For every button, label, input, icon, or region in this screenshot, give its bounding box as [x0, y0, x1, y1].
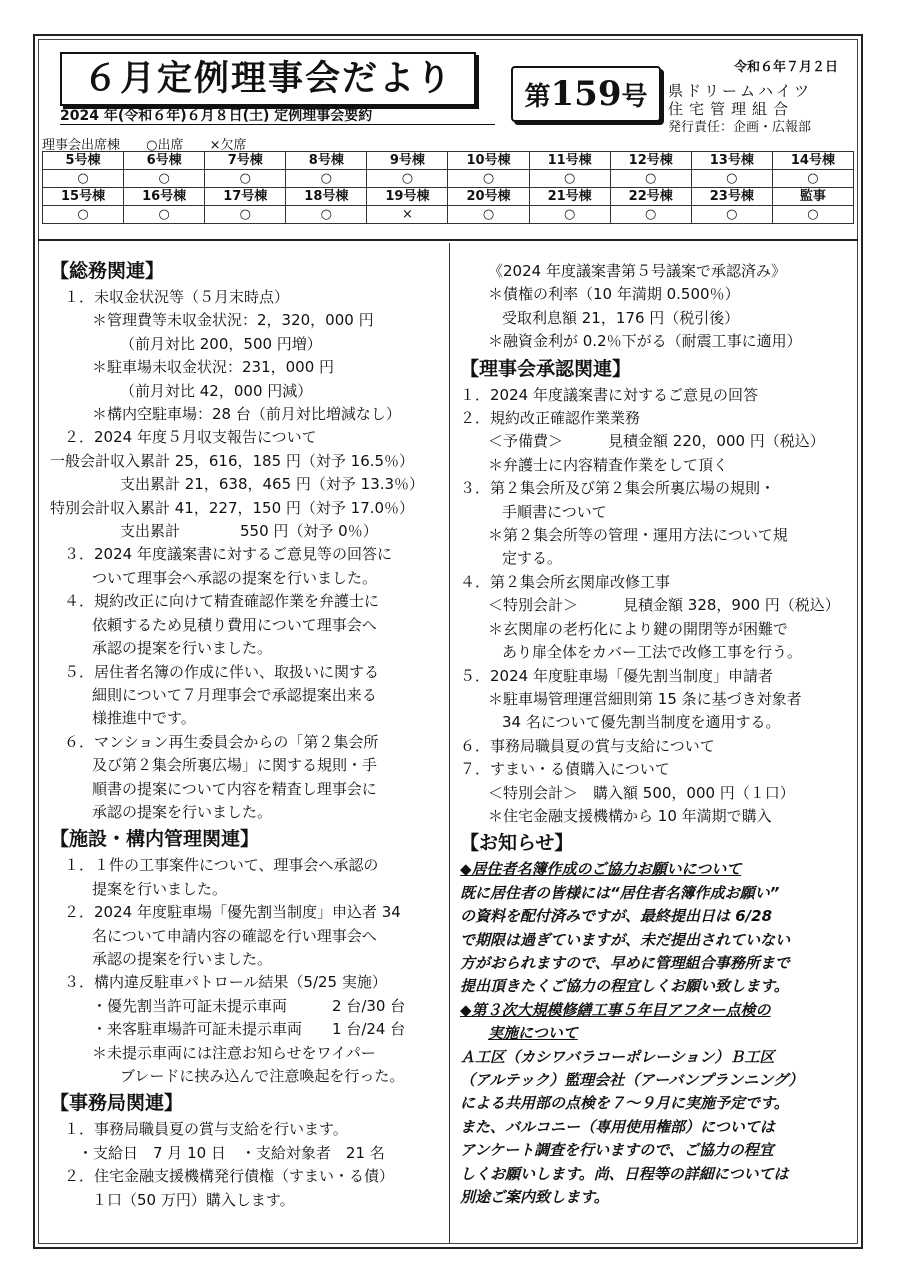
right-text-line: あり扉全体をカバー工法で改修工事を行う。 [502, 643, 803, 662]
attendance-mark: ○ [691, 170, 772, 188]
attendance-mark: ○ [691, 206, 772, 224]
left-text-line: ＊構内空駐車場：28 台（前月対比増減なし） [92, 405, 401, 424]
right-text-line: １．2024 年度議案書に対するご意見の回答 [460, 385, 758, 404]
left-text-line: ついて理事会へ承認の提案を行いました。 [92, 568, 378, 587]
left-text-line: ブレードに挟み込んで注意喚起を行った。 [120, 1067, 405, 1085]
right-text-line: ＊第２集会所等の管理・運用方法について規 [488, 526, 788, 545]
building-label: 16号棟 [124, 188, 205, 206]
left-text-line: 依頼するため見積り費用について理事会へ [92, 615, 377, 634]
building-label: 11号棟 [529, 152, 610, 170]
right-text-line: ＊駐車場管理運営細則第 15 条に基づき対象者 [488, 689, 802, 708]
left-text-line: ・優先割当許可証未提示車両 2 台/30 台 [92, 996, 406, 1015]
attendance-mark: ○ [286, 170, 367, 188]
right-text-line: 方がおられますので、早めに管理組合事務所まで [460, 953, 790, 972]
right-text-line: 手順書について [502, 502, 607, 521]
left-text-line: ６．マンション再生委員会からの「第２集会所 [64, 732, 379, 751]
publish-date: 令和６年７月２日 [733, 60, 838, 75]
right-text-line: ◆居住者名簿作成のご協力お願いについて [460, 860, 742, 879]
right-text-line: ６．事務局職員夏の賞与支給について [460, 736, 715, 755]
attendance-mark: ○ [205, 170, 286, 188]
left-text-line: ＊駐車場未収金状況：231，000 円 [92, 358, 335, 377]
right-text-line: 《2024 年度議案書第５号議案で承認済み》 [488, 262, 786, 280]
title-box [60, 52, 476, 106]
left-text-line: 順書の提案について内容を精査し理事会に [92, 779, 377, 798]
right-text-line: （アルテック）監理会社（アーバンプランニング） [460, 1071, 804, 1089]
building-label: 10号棟 [448, 152, 529, 170]
right-text-line: 実施について [488, 1024, 578, 1043]
left-text-line: ＊管理費等未収金状況：2，320，000 円 [92, 311, 374, 330]
attendance-mark: ○ [43, 170, 124, 188]
left-text-line: 承認の提案を行いました。 [92, 802, 273, 821]
building-label: 20号棟 [448, 188, 529, 206]
section-divider [38, 239, 858, 241]
right-text-line: 34 名について優先割当制度を適用する。 [502, 713, 781, 732]
right-text-line: また、バルコニー（専用使用権部）については [460, 1117, 775, 1136]
org-union: 住宅管理組合 [668, 100, 795, 118]
left-text-line: 名について申請内容の確認を行い理事会へ [92, 926, 377, 945]
right-text-line: 既に居住者の皆様には“居住者名簿作成お願い” [460, 883, 780, 902]
attendance-mark: ○ [610, 170, 691, 188]
building-label: 23号棟 [691, 188, 772, 206]
left-text-line: １．未収金状況等（５月末時点） [64, 288, 290, 306]
attendance-mark: ○ [124, 170, 205, 188]
left-text-line: ２．住宅金融支援機構発行債権（すまい・る債） [64, 1167, 395, 1186]
publisher: 発行責任：企画・広報部 [668, 120, 812, 135]
right-text-line: 別途ご案内致します。 [460, 1188, 609, 1207]
legend-present: ○出席 [146, 138, 184, 153]
right-text-line: ５．2024 年度駐車場「優先割当制度」申請者 [460, 666, 773, 685]
left-text-line: ５．居住者名簿の作成に伴い、取扱いに関する [64, 662, 380, 681]
left-text-line: ２．2024 年度５月収支報告について [64, 428, 317, 447]
left-text-line: 及び第２集会所裏広場」に関する規則・手 [92, 756, 378, 775]
left-section-heading: 【施設・構内管理関連】 [50, 828, 260, 851]
left-text-line: ・来客駐車場許可証未提示車両 1 台/24 台 [92, 1020, 406, 1039]
right-text-line: ３．第２集会所及び第２集会所裏広場の規則・ [460, 479, 776, 498]
left-text-line: 細則について７月理事会で承認提案出来る [92, 685, 377, 704]
attendance-mark: ○ [772, 170, 853, 188]
left-text-line: ２．2024 年度駐車場「優先割当制度」申込者 34 [64, 903, 401, 922]
issue-suffix: 号 [621, 82, 648, 112]
attendance-mark: ○ [529, 206, 610, 224]
legend-absent: ×欠席 [209, 138, 247, 153]
building-label: 9号棟 [367, 152, 448, 170]
building-label: 21号棟 [529, 188, 610, 206]
left-text-line: 承認の提案を行いました。 [92, 949, 273, 968]
building-label: 17号棟 [205, 188, 286, 206]
attendance-header-row [43, 152, 854, 170]
right-section-heading: 【お知らせ】 [460, 832, 574, 855]
attendance-mark: ○ [286, 206, 367, 224]
building-label: 18号棟 [286, 188, 367, 206]
attendance-table [42, 151, 854, 224]
left-text-line: 支出累計 21，638，465 円（対予 13.3％） [120, 475, 425, 494]
left-text-line: 支出累計 550 円（対予 0％） [120, 522, 378, 541]
building-label: 13号棟 [691, 152, 772, 170]
right-text-line: ＜特別会計＞ 購入額 500，000 円（１口） [488, 783, 795, 802]
right-text-line: 定する。 [502, 549, 563, 568]
left-text-line: １．事務局職員夏の賞与支給を行います。 [64, 1120, 348, 1139]
attendance-mark: ○ [610, 206, 691, 224]
attendance-legend-title: 理事会出席棟 [42, 138, 121, 153]
left-text-line: （前月対比 200，500 円増） [120, 334, 322, 353]
building-label: 22号棟 [610, 188, 691, 206]
attendance-mark: ○ [448, 206, 529, 224]
right-text-line: ◆第３次大規模修繕工事５年目アフター点検の [460, 1000, 771, 1019]
right-section-heading: 【理事会承認関連】 [460, 357, 632, 380]
left-text-line: 特別会計収入累計 41，227，150 円（対予 17.0％） [50, 498, 415, 517]
attendance-mark: ○ [367, 170, 448, 188]
page-title: ６月定例理事会だより [82, 59, 453, 99]
left-section-heading: 【総務関連】 [50, 260, 165, 282]
attendance-mark: × [367, 206, 448, 224]
right-text-line: ＊弁護士に内容精査作業をして頂く [488, 455, 729, 474]
left-text-line: ３．構内違反駐車パトロール結果（5/25 実施） [64, 973, 387, 992]
attendance-header-row [43, 188, 854, 206]
left-column [50, 256, 450, 1212]
meeting-subtitle: 2024 年(令和６年)６月８日(土) 定例理事会要約 [60, 108, 373, 124]
left-section-heading: 【事務局関連】 [50, 1092, 184, 1115]
right-text-line: ＊融資金利が 0.2％下がる（耐震工事に適用） [488, 332, 802, 351]
right-text-line: ４．第２集会所玄関扉改修工事 [460, 572, 671, 591]
right-text-line: で期限は過ぎていますが、未だ提出されていない [460, 930, 791, 949]
issue-number-box [511, 66, 661, 122]
issue-prefix: 第 [524, 82, 551, 112]
subtitle-underline [60, 124, 495, 125]
left-text-line: ３．2024 年度議案書に対するご意見等の回答に [64, 545, 392, 564]
building-label: 19号棟 [367, 188, 448, 206]
building-label: 12号棟 [610, 152, 691, 170]
building-label: 8号棟 [286, 152, 367, 170]
attendance-mark-row [43, 206, 854, 224]
attendance-mark: ○ [529, 170, 610, 188]
left-text-line: 様推進中です。 [92, 709, 196, 728]
right-text-line: ７．すまい・る債購入について [460, 760, 670, 779]
building-label: 5号棟 [43, 152, 124, 170]
building-label: 14号棟 [772, 152, 853, 170]
attendance-mark: ○ [124, 206, 205, 224]
right-text-line: ＜予備費＞ 見積金額 220，000 円（税込） [488, 432, 825, 451]
left-text-line: ＊未提示車両には注意お知らせをワイパー [92, 1043, 376, 1062]
attendance-mark-row [43, 170, 854, 188]
building-label: 15号棟 [43, 188, 124, 206]
org-name: 県ドリームハイツ [668, 82, 813, 100]
right-text-line: の資料を配付済みですが、最終提出日は 6/28 [460, 907, 773, 926]
left-text-line: ４．規約改正に向けて精査確認作業を弁護士に [64, 592, 380, 611]
right-text-line: 受取利息額 21，176 円（税引後） [502, 308, 740, 327]
right-text-line: Ａ工区（カシワバラコーポレーション）Ｂ工区 [460, 1047, 775, 1066]
attendance-mark: ○ [205, 206, 286, 224]
right-text-line: ＊玄関扉の老朽化により鍵の開閉等が困難で [488, 619, 789, 638]
right-text-line: ＊住宅金融支援機構から 10 年満期で購入 [488, 806, 772, 825]
left-text-line: 提案を行いました。 [92, 879, 228, 898]
attendance-mark: ○ [448, 170, 529, 188]
right-text-line: 提出頂きたくご協力の程宜しくお願い致します。 [460, 977, 789, 996]
right-text-line: による共用部の点検を７～９月に実施予定です。 [460, 1094, 789, 1113]
attendance-mark: ○ [43, 206, 124, 224]
building-label: 監事 [772, 188, 853, 206]
left-text-line: １．１件の工事案件について、理事会へ承認の [64, 856, 379, 875]
issue-number: 159 [550, 74, 622, 114]
left-text-line: （前月対比 42，000 円減） [120, 381, 313, 400]
left-text-line: 承認の提案を行いました。 [92, 639, 273, 658]
left-text-line: １口（50 万円）購入します。 [92, 1190, 295, 1209]
right-text-line: しくお願いします。尚、日程等の詳細については [460, 1164, 789, 1183]
right-text-line: ＊債権の利率（10 年満期 0.500％） [488, 285, 740, 304]
right-column [460, 260, 856, 1209]
attendance-mark: ○ [772, 206, 853, 224]
left-text-line: 一般会計収入累計 25，616，185 円（対予 16.5％） [50, 451, 415, 470]
building-label: 7号棟 [205, 152, 286, 170]
building-label: 6号棟 [124, 152, 205, 170]
right-text-line: ＜特別会計＞ 見積金額 328，900 円（税込） [488, 596, 840, 615]
left-text-line: ・支給日 7 月 10 日 ・支給対象者 21 名 [78, 1143, 385, 1162]
right-text-line: ２．規約改正確認作業業務 [460, 409, 641, 428]
right-text-line: アンケート調査を行いますので、ご協力の程宜 [460, 1141, 774, 1160]
